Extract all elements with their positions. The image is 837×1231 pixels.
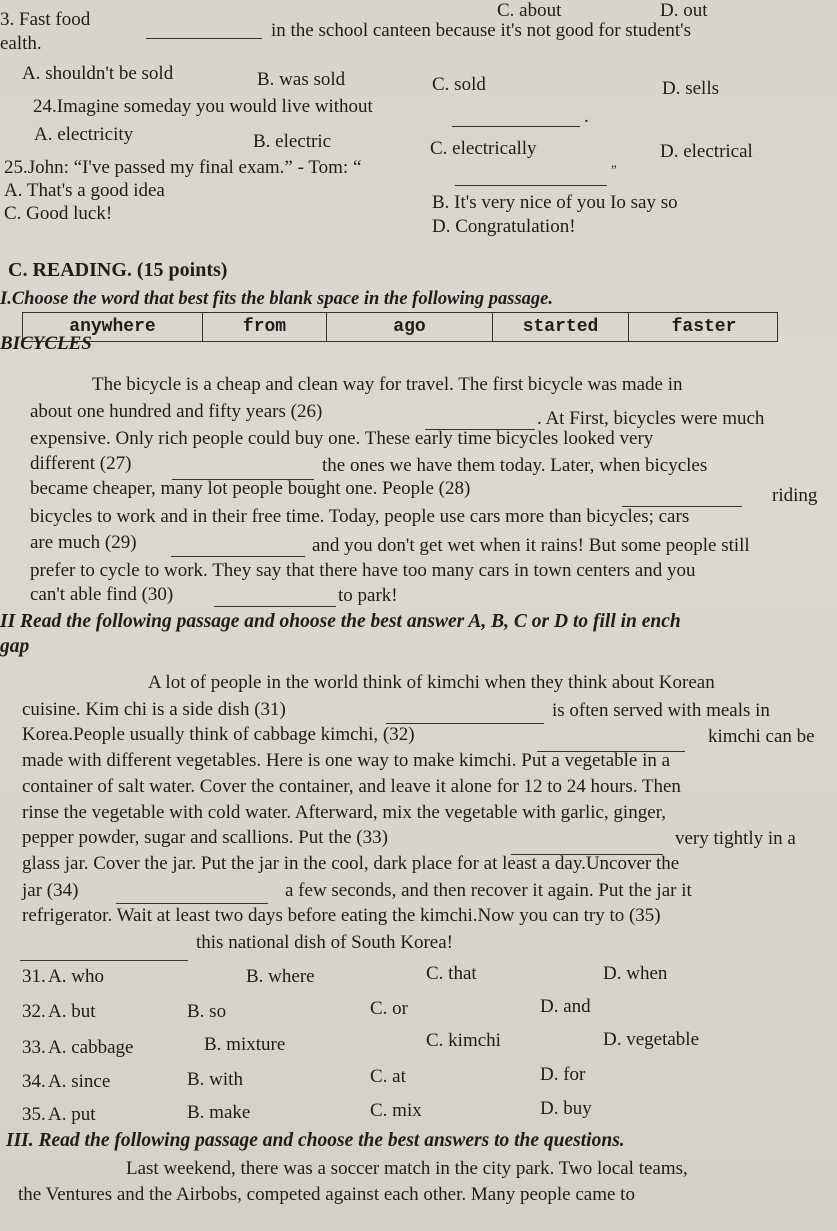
q23-option-c-top: C. about (497, 0, 562, 21)
answer-33-d: D. vegetable (603, 1029, 700, 1050)
p2-line: very tightly in a (675, 828, 796, 849)
q25-blank (455, 171, 607, 186)
p1-line: about one hundred and fifty years (26) (30, 401, 323, 422)
q24-option-b: B. electric (253, 131, 332, 152)
answer-33-c: C. kimchi (426, 1030, 501, 1051)
p2-line: is often served with meals in (552, 700, 770, 721)
p1-line: different (27) (30, 453, 132, 474)
p3-line: the Ventures and the Airbobs, competed against each other. Many people came to (18, 1184, 635, 1205)
answer-33-b: B. mixture (204, 1034, 286, 1055)
q25-option-a: A. That's a good idea (4, 180, 165, 201)
blank-29 (171, 542, 305, 557)
p1-line: and you don't get wet when it rains! But some people still (312, 535, 750, 556)
p2-line: pepper powder, sugar and scallions. Put the (33) (22, 827, 388, 848)
answer-35-b: B. make (187, 1102, 251, 1123)
answer-32-c: C. or (370, 998, 408, 1019)
answer-32-b: B. so (187, 1001, 227, 1022)
answer-31-d: D. when (603, 963, 668, 984)
p2-line: made with different vegetables. Here is one way to make kimchi. Put a vegetable in a (22, 750, 671, 771)
answer-32-d: D. and (540, 996, 591, 1017)
p1-line: bicycles to work and in their free time. Today, people use cars more than bicycles; cars (30, 506, 690, 527)
p1-line: became cheaper, many lot people bought one. People (28) (30, 478, 471, 499)
p1-line: can't able find (30) (30, 584, 174, 605)
passage1-title: BICYCLES (0, 333, 92, 354)
blank-35 (20, 946, 188, 961)
p1-line: are much (29) (30, 532, 137, 553)
p2-line: cuisine. Kim chi is a side dish (31) (22, 699, 286, 720)
answer-35-num: 35. (22, 1104, 46, 1125)
q24-period: . (584, 106, 589, 127)
word-box-cell: anywhere (23, 313, 203, 341)
answer-34-num: 34. (22, 1071, 46, 1092)
q23-option-b: B. was sold (257, 69, 346, 90)
answer-34-b: B. with (187, 1069, 243, 1090)
p2-line: kimchi can be (708, 726, 815, 747)
word-box (22, 312, 778, 342)
q25-stem: 25.John: “I've passed my final exam.” - Tom: “ (4, 157, 362, 178)
q23-option-c: C. sold (432, 74, 486, 95)
blank-31 (386, 709, 544, 724)
answer-31-c: C. that (426, 963, 477, 984)
q23-option-d: D. sells (662, 78, 719, 99)
q24-option-d: D. electrical (660, 141, 753, 162)
q24-stem: 24.Imagine someday you would live without (33, 96, 373, 117)
answer-31-num: 31. (22, 966, 46, 987)
part2-instruction-cont: gap (0, 636, 30, 657)
q23-option-d-top: D. out (660, 0, 708, 21)
p2-line: glass jar. Cover the jar. Put the jar in the cool, dark place for at least a day.Uncover the (22, 853, 680, 874)
p1-line: . At First, bicycles were much (537, 408, 765, 429)
part3-instruction: III. Read the following passage and choose the best answers to the questions. (6, 1130, 625, 1151)
q24-option-a: A. electricity (34, 124, 134, 145)
p2-line: jar (34) (22, 880, 79, 901)
q24-blank (452, 112, 580, 127)
p1-line: riding (772, 485, 818, 506)
p2-line: refrigerator. Wait at least two days before eating the kimchi.Now you can try to (35) (22, 905, 661, 926)
p1-line: The bicycle is a cheap and clean way for travel. The first bicycle was made in (92, 374, 683, 395)
p1-line: the ones we have them today. Later, when bicycles (322, 455, 708, 476)
q25-close-quote: ” (611, 162, 617, 177)
answer-35-c: C. mix (370, 1100, 422, 1121)
p1-line: to park! (338, 585, 398, 606)
answer-31-a: A. who (48, 966, 104, 987)
word-box-cell: ago (327, 313, 493, 341)
answer-31-b: B. where (246, 966, 315, 987)
p2-line: A lot of people in the world think of kimchi when they think about Korean (148, 672, 715, 693)
q23-stem-b: in the school canteen because it's not good for student's (271, 20, 691, 41)
answer-35-d: D. buy (540, 1098, 592, 1119)
blank-34 (116, 889, 268, 904)
p2-line: Korea.People usually think of cabbage kimchi, (32) (22, 724, 415, 745)
word-box-cell: from (203, 313, 327, 341)
p1-line: expensive. Only rich people could buy one. These early time bicycles looked very (30, 428, 654, 449)
q23-stem-a: 3. Fast food (0, 9, 91, 30)
answer-34-a: A. since (48, 1071, 111, 1092)
p3-line: Last weekend, there was a soccer match in the city park. Two local teams, (126, 1158, 688, 1179)
answer-34-c: C. at (370, 1066, 406, 1087)
blank-30 (214, 592, 336, 607)
word-box-cell: faster (671, 317, 737, 337)
answer-33-num: 33. (22, 1037, 46, 1058)
q25-option-c: C. Good luck! (4, 203, 113, 224)
p2-line: a few seconds, and then recover it again. Put the jar it (285, 880, 692, 901)
answer-32-num: 32. (22, 1001, 46, 1022)
q23-blank (146, 24, 262, 39)
p1-line: prefer to cycle to work. They say that there have too many cars in town centers and you (30, 560, 696, 581)
p2-line: this national dish of South Korea! (196, 932, 453, 953)
answer-34-d: D. for (540, 1064, 586, 1085)
answer-33-a: A. cabbage (48, 1037, 134, 1058)
q25-option-d: D. Congratulation! (432, 216, 576, 237)
answer-35-a: A. put (48, 1104, 96, 1125)
word-box-cell: started (493, 313, 629, 341)
part1-instruction: I.Choose the word that best fits the blank space in the following passage. (0, 289, 554, 309)
q23-option-a: A. shouldn't be sold (22, 63, 174, 84)
reading-title: C. READING. (15 points) (8, 259, 228, 281)
q23-stem-c: ealth. (0, 33, 42, 54)
answer-32-a: A. but (48, 1001, 96, 1022)
q25-option-b: B. It's very nice of you Io say so (432, 192, 678, 213)
part2-instruction: II Read the following passage and ohoose the best answer A, B, C or D to fill in ench (0, 611, 681, 632)
q24-option-c: C. electrically (430, 138, 537, 159)
p2-line: container of salt water. Cover the container, and leave it alone for 12 to 24 hours. Then (22, 776, 681, 797)
p2-line: rinse the vegetable with cold water. Afterward, mix the vegetable with garlic, ginger, (22, 802, 666, 823)
blank-28 (622, 492, 742, 507)
